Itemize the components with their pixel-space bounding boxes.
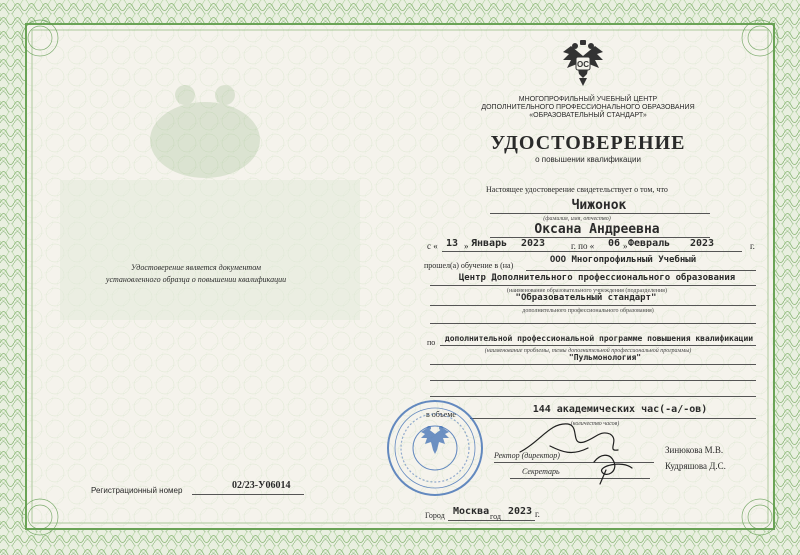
round-seal-stamp-icon (385, 398, 485, 498)
period-from-month: Январь (471, 238, 508, 249)
program-underline-2 (430, 364, 756, 365)
period-from-year: 2023 (521, 238, 546, 249)
secretary-name: Кудряшова Д.С. (665, 461, 726, 471)
institution-line-1: ООО Многопрофильный Учебный (549, 255, 697, 265)
surname-underline (490, 213, 710, 214)
institution-hint-1: (наименование образовательного учреждения (подразделения) (507, 288, 667, 294)
handwritten-signatures (510, 412, 650, 488)
holder-surname: Чижонок (571, 198, 627, 213)
volume-hint: (количество часов) (570, 421, 620, 427)
period-from-day: 13 (446, 238, 459, 249)
year-value: 2023 (508, 506, 533, 517)
program-line-2: "Пульмонология" (568, 353, 642, 362)
document-note-line-2: установленного образца о повышении квалификации (105, 275, 287, 284)
institution-underline-3 (430, 305, 756, 306)
period-underline (442, 251, 742, 252)
institution-line-2: Центр Дополнительного профессионального образования (458, 273, 736, 283)
rector-label: Ректор (директор) (494, 451, 560, 460)
period-to-day: 06 (608, 238, 621, 249)
reg-number: 02/23-У06014 (232, 480, 291, 491)
volume-label: в объеме (426, 410, 456, 419)
institution-underline-1 (526, 270, 756, 271)
year-underline (505, 520, 535, 521)
reg-number-label: Регистрационный номер (91, 486, 183, 495)
trained-label: прошел(а) обучение в (на) (424, 261, 514, 270)
org-line-3: «ОБРАЗОВАТЕЛЬНЫЙ СТАНДАРТ» (529, 112, 647, 119)
certificate-subtitle: о повышении квалификации (535, 155, 641, 164)
year-label: год (490, 512, 501, 521)
svg-text:ОС: ОС (577, 60, 589, 69)
institution-underline-2 (430, 285, 756, 286)
period-from-prefix: с « (427, 241, 438, 251)
volume-value: 144 академических час(-а/-ов) (532, 404, 708, 415)
blank-underline-2 (430, 380, 756, 381)
blank-underline-3 (430, 396, 756, 397)
year-suffix: г. (535, 509, 540, 519)
institution-line-3: "Образовательный стандарт" (515, 293, 657, 303)
document-note-line-1: Удостоверение является документом (131, 263, 261, 272)
holder-given-names: Оксана Андреевна (534, 222, 660, 237)
intro-text: Настоящее удостоверение свидетельствует о том, что (486, 185, 668, 194)
city-label: Город (425, 511, 445, 520)
program-label: по (427, 338, 436, 347)
period-from-quote: » (464, 241, 469, 251)
blank-underline-1 (430, 323, 756, 324)
period-to-month: Февраль (628, 238, 671, 249)
program-hint: (наименование проблемы, темы дополнительной профессиональной программы) (484, 348, 692, 354)
certificate-title: УДОСТОВЕРЕНИЕ (490, 132, 686, 154)
program-underline-1 (440, 345, 756, 346)
org-line-1: МНОГОПРОФИЛЬНЫЙ УЧЕБНЫЙ ЦЕНТР (518, 96, 658, 103)
period-to-year: 2023 (690, 238, 715, 249)
city-value: Москва (453, 506, 490, 517)
program-line-1: дополнительной профессиональной программе повышения квалификации (444, 334, 754, 343)
double-headed-eagle-icon (559, 38, 607, 88)
period-suffix: г. (750, 241, 755, 251)
reg-underline (192, 494, 304, 495)
rector-name: Зинюкова М.В. (665, 445, 724, 455)
institution-hint-2: дополнительного профессионального образования) (522, 308, 654, 314)
name-hint: (фамилия, имя, отчество) (543, 216, 611, 222)
org-line-2: ДОПОЛНИТЕЛЬНОГО ПРОФЕССИОНАЛЬНОГО ОБРАЗОВАНИЯ (481, 104, 695, 111)
secretary-label: Секретарь (522, 467, 560, 476)
period-to-quote: » (623, 241, 628, 251)
period-to-prefix: г. по « (571, 241, 595, 251)
